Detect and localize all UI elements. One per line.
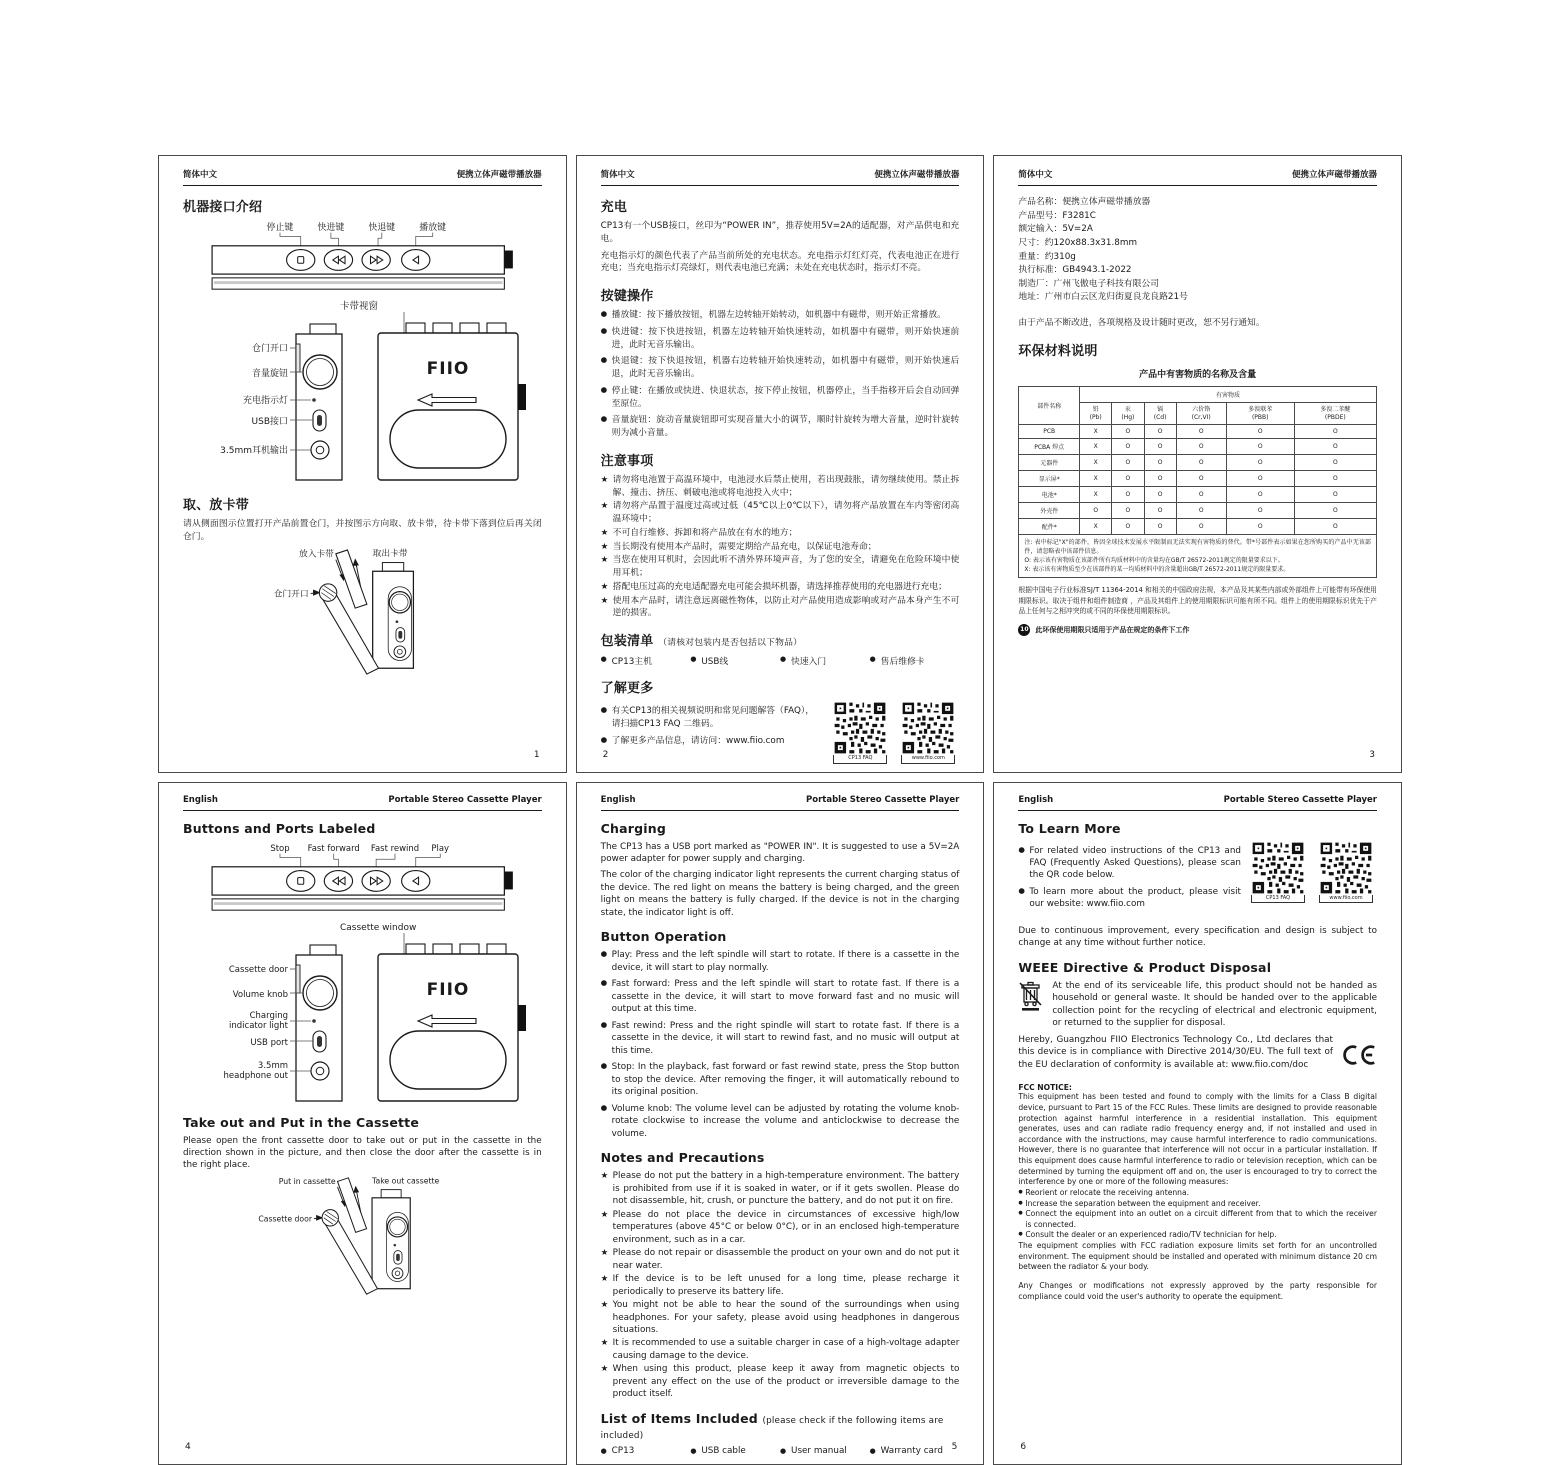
headphone-out-label: 3.5mm耳机输出 bbox=[220, 446, 289, 456]
headphone-out-label-2: headphone out bbox=[223, 1070, 289, 1081]
cassette-window bbox=[390, 1031, 506, 1089]
play-button bbox=[402, 250, 430, 271]
page-3 bbox=[993, 155, 1402, 773]
col-header: 六价铬 (Cr,VI) bbox=[1176, 402, 1226, 425]
rew-key-label: Fast rewind bbox=[371, 842, 420, 853]
charging-light-label: 充电指示灯 bbox=[243, 396, 289, 406]
table-note-3: X: 表示该有害物质至少在该部件的某一均质材料中的含量超出GB/T 26572-2011规定的限量要求。 bbox=[1024, 566, 1290, 574]
table-row: 元器件 X O O O O O bbox=[1019, 455, 1377, 471]
spec-line: 产品型号：F3281C bbox=[1018, 210, 1096, 221]
device-top-tab bbox=[382, 562, 403, 571]
page-number: 3 bbox=[1369, 749, 1375, 760]
device-top-body bbox=[212, 246, 504, 274]
button-item: ● 快进键：按下快进按钮，机器左边转轴开始快速转动，如机器中有磁带，则开始快速前进，此时无音乐输出。 bbox=[601, 326, 960, 352]
header-product: Portable Stereo Cassette Player bbox=[388, 794, 542, 805]
headphone-out-label-1: 3.5mm bbox=[258, 1060, 289, 1071]
cassette-window-label: Cassette window bbox=[340, 922, 417, 933]
epup-10-icon: 10 bbox=[1018, 624, 1030, 636]
learn-item-2: ● 了解更多产品信息，请访问：www.fiio.com bbox=[601, 735, 834, 748]
side-switch bbox=[505, 871, 513, 889]
spec-list bbox=[1018, 196, 1377, 305]
fcc-measure: ● Increase the separation between the equipment and receiver. bbox=[1018, 1199, 1377, 1210]
section-title-learn-more: 了解更多 bbox=[600, 681, 654, 696]
included-item: ● CP13 bbox=[601, 1446, 691, 1456]
included-item: ● USB cable bbox=[690, 1446, 780, 1456]
charging-paragraph-2: The color of the charging indicator light represents the current charging status of the device. The red light on means the battery is being charged, and the green light on means the battery is fully charged. If the device is not in the charging state, the indicator light is off. bbox=[600, 870, 960, 918]
door-slit bbox=[296, 965, 300, 993]
weee-bar bbox=[1022, 1008, 1039, 1011]
col-header: 多溴联苯 (PBB) bbox=[1226, 402, 1294, 425]
play-button bbox=[402, 870, 430, 891]
col-header: 多溴二苯醚 (PBDE) bbox=[1294, 402, 1376, 425]
headphone-jack-hole bbox=[317, 446, 325, 454]
front-side-switch bbox=[518, 1005, 526, 1031]
included-item: ● User manual bbox=[780, 1446, 870, 1456]
page-number: 5 bbox=[951, 1441, 958, 1452]
header-language: English bbox=[600, 794, 636, 805]
button-item: ● Stop: In the playback, fast forward or fast rewind state, press the Stop button to stop the device. After removing the finger, it will automatically rebound to its original position. bbox=[601, 1061, 960, 1098]
header-product: Portable Stereo Cassette Player bbox=[1223, 794, 1377, 805]
hazardous-substances-table bbox=[1018, 386, 1377, 536]
usb-port-label: USB port bbox=[250, 1037, 289, 1048]
table-note-2: O: 表示该有害物质在该部件所有均质材料中的含量均在GB/T 26572-2011规定的限量要求以下。 bbox=[1024, 557, 1284, 565]
stop-key-label: 停止键 bbox=[266, 222, 294, 233]
change-notice: 由于产品不断改进，各项规格及设计随时更改，恕不另行通知。 bbox=[1018, 318, 1265, 328]
fiio-logo: FIIO bbox=[426, 979, 470, 1000]
spec-line: 额定输入：5V=2A bbox=[1018, 224, 1093, 235]
table-row: PCBA 焊点 X O O O O O bbox=[1019, 439, 1377, 455]
charging-light-label-2: indicator light bbox=[229, 1020, 289, 1031]
volume-knob-inner bbox=[307, 979, 334, 1006]
packing-list-note: （请核对包装内是否包括以下物品） bbox=[658, 638, 803, 648]
jack-hole-small bbox=[397, 649, 402, 654]
charging-paragraph-1: The CP13 has a USB port marked as "POWER IN". It is suggested to use a 5V=2A power adapter for power supply and charging. bbox=[600, 841, 960, 864]
fiio-logo: FIIO bbox=[426, 359, 470, 379]
fcc-exposure-text: The equipment complies with FCC radiation exposure limits set forth for an uncontrolled environment. The equipment should be installed and operated with minimum distance 20 cm between the radiator & your body. bbox=[1018, 1241, 1377, 1272]
note-item: ★ 当您在使用耳机时，会因此听不清外界环境声音，为了您的安全，请避免在危险环境中使用耳机； bbox=[601, 554, 960, 580]
learn-more-text bbox=[1018, 841, 1251, 915]
button-item: ● 停止键：在播放或快进、快退状态，按下停止按钮，机器停止，当手指移开后会自动回弹至原位。 bbox=[601, 385, 960, 411]
table-row: 配件* X O O O O O bbox=[1019, 519, 1377, 535]
spec-line: 产品名称：便携立体声磁带播放器 bbox=[1018, 197, 1151, 207]
cassette-window bbox=[390, 410, 506, 468]
door-label: Cassette door bbox=[258, 1214, 312, 1224]
page-4 bbox=[158, 782, 567, 1465]
header-language: 简体中文 bbox=[600, 170, 635, 180]
qr-label: www.fiio.com bbox=[1319, 895, 1373, 904]
open-door bbox=[322, 590, 378, 673]
page-header bbox=[601, 795, 960, 811]
play-key-label: Play bbox=[431, 842, 450, 853]
edge-groove bbox=[214, 281, 503, 284]
qr-codes bbox=[1251, 841, 1373, 915]
button-item: ● Play: Press and the left spindle will start to rotate. If there is a cassette in the device, it will start to play normally. bbox=[601, 949, 960, 974]
note-item: ★ 不可自行维修、拆卸和将产品放在有水的地方； bbox=[601, 527, 960, 540]
header-product: 便携立体声磁带播放器 bbox=[1291, 170, 1377, 180]
qr-code-icon bbox=[1319, 841, 1373, 895]
qr-label: CP13 FAQ bbox=[833, 755, 887, 764]
button-item: ● Fast rewind: Press and the right spindle will start to rotate fast. If there is a cassette in the device, it will start to rewind fast, and no music will output at this time. bbox=[601, 1020, 960, 1057]
table-row: 电池* X O O O O O bbox=[1019, 487, 1377, 503]
charging-paragraph-1: CP13有一个USB接口，丝印为“POWER IN”，推荐使用5V=2A的适配器，对产品供电和充电。 bbox=[600, 221, 960, 244]
qr-codes bbox=[833, 701, 955, 764]
header-language: 简体中文 bbox=[183, 170, 218, 180]
page-number: 4 bbox=[185, 1441, 191, 1452]
fcc-measure: ● Consult the dealer or an experienced radio/TV technician for help. bbox=[1018, 1230, 1377, 1241]
charging-indicator-dot bbox=[313, 1019, 317, 1023]
included-items bbox=[601, 1446, 960, 1456]
note-item: ★ 请勿将电池置于高温环境中，电池浸水后禁止使用，若出现鼓胀，请勿继续使用。禁止拆解、撞击、挤压、刺破电池或将电池投入火中； bbox=[601, 474, 960, 500]
note-item: ★ You might not be able to hear the sound of the surroundings when using headphones. For your safety, please avoid using headphones in dangerous situations. bbox=[601, 1299, 960, 1336]
improvement-notice: Due to continuous improvement, every specification and design is subject to change at any time without further notice. bbox=[1018, 925, 1377, 949]
indicator-dot-small bbox=[395, 620, 398, 623]
note-item: ★ 搭配电压过高的充电适配器充电可能会损坏机器，请选择推荐使用的充电器进行充电； bbox=[601, 581, 960, 594]
section-title-notes: Notes and Precautions bbox=[600, 1150, 765, 1166]
note-item: ★ 使用本产品时，请注意远离磁性物体，以防止对产品使用造成影响或对产品本身产生不可逆的损害。 bbox=[601, 595, 960, 621]
page-1 bbox=[158, 155, 567, 773]
section-title-environment: 环保材料说明 bbox=[1018, 343, 1098, 359]
rew-key-label: 快退键 bbox=[368, 222, 396, 233]
table-row: PCB X O O O O O bbox=[1019, 425, 1377, 439]
button-item: ● 音量旋钮：旋动音量旋钮即可实现音量大小的调节，顺时针旋转为增大音量，逆时针旋转则为减小音量。 bbox=[601, 414, 960, 440]
packing-items bbox=[601, 654, 960, 667]
section-title-cassette: 取、放卡带 bbox=[183, 498, 250, 513]
section-title-notes: 注意事项 bbox=[600, 453, 654, 469]
epup-statement bbox=[1018, 624, 1377, 636]
knob-small-inner bbox=[390, 1219, 405, 1234]
take-out-label: 取出卡带 bbox=[372, 548, 408, 559]
note-item: ★ It is recommended to use a suitable charger in case of a high-voltage adapter causing damage to the device. bbox=[601, 1337, 960, 1362]
epup-text: 此环保使用期限只适用于产品在规定的条件下工作 bbox=[1035, 625, 1190, 634]
fcc-notice-body: This equipment has been tested and found to comply with the limits for a Class B digital device, pursuant to Part 15 of the FCC Rules. These limits are designed to provide reasonable protection against harmful interference in a residential installation. This equipment generates, uses and can radiate radio frequency energy and, if not installed and used in accordance with the instructions, may cause harmful interference to radio communications. However, there is no guarantee that interference will not occur in a particular installation. If this equipment does cause harmful interference to radio or television reception, which can be determined by turning the equipment off and on, the user is encouraged to try to correct the interference by one or more of the following measures: bbox=[1018, 1092, 1377, 1187]
open-door-diagram bbox=[255, 1176, 470, 1296]
open-door bbox=[325, 1216, 378, 1294]
note-item: ★ Please do not place the device in circumstances of excessive high/low temperatures (above 45°C or below 0°C), or in an enclosed high-temperature environment, such as in a car. bbox=[601, 1209, 960, 1246]
charging-paragraph-2: 充电指示灯的颜色代表了产品当前所处的充电状态。充电指示灯红灯亮，代表电池正在进行充电；当充电指示灯亮绿灯，则代表电池已充满；未处在充电状态时，指示灯不亮。 bbox=[600, 250, 960, 274]
note-item: ★ Please do not repair or disassemble the product on your own and do not put it near water. bbox=[601, 1247, 960, 1272]
qr-code-icon bbox=[901, 701, 955, 755]
group-header-hazard: 有害物质 bbox=[1080, 386, 1377, 402]
door-opening-label: 仓门开口 bbox=[252, 344, 289, 354]
indicator-dot-small bbox=[393, 1244, 396, 1247]
door-label: 仓门开口 bbox=[273, 588, 309, 599]
header-language: English bbox=[183, 794, 218, 805]
section-title-learn-more: To Learn More bbox=[1018, 820, 1121, 836]
button-item: ● Fast forward: Press and the left spindle will start to rotate fast. If there is a cassette in the device, it will start to move forward fast and no music will output at this time. bbox=[601, 978, 960, 1015]
page-number: 6 bbox=[1020, 1441, 1027, 1452]
col-header: 汞 (Hg) bbox=[1112, 402, 1144, 425]
header-language: 简体中文 bbox=[1018, 170, 1053, 180]
qr-website bbox=[901, 701, 955, 764]
knob-small-inner bbox=[391, 594, 407, 610]
jack-hole-small bbox=[395, 1271, 400, 1276]
table-note-1: 注: 表中标记"X"的部件，皆因全球技术发展水平限制而无法实现有害物质的替代。带*号部件表示如果在您所购买的产品中无该部件，请忽略表中该部件信息。 bbox=[1024, 539, 1371, 556]
packing-item: ● 售后维修卡 bbox=[870, 654, 960, 667]
manual-sheet bbox=[158, 155, 1402, 1456]
section-title-ports: 机器接口介绍 bbox=[183, 200, 263, 215]
volume-knob-inner bbox=[307, 359, 334, 386]
page-header bbox=[183, 168, 542, 186]
headphone-jack-hole bbox=[317, 1067, 325, 1075]
table-caption: 产品中有害物质的名称及含量 bbox=[1139, 369, 1257, 380]
qr-website bbox=[1319, 841, 1373, 904]
play-key-label: 播放键 bbox=[419, 222, 447, 233]
button-item: ● 播放键：按下播放按钮，机器左边转轴开始转动，如机器中有磁带，则开始正常播放。 bbox=[601, 309, 960, 322]
stop-button bbox=[287, 870, 315, 891]
learn-item-1: ● 有关CP13的相关视频说明和常见问题解答（FAQ）， 请扫描CP13 FAQ 二维码。 bbox=[601, 705, 834, 731]
stop-button bbox=[287, 250, 315, 271]
usb-pin-small bbox=[398, 630, 402, 638]
stop-key-label: Stop bbox=[270, 842, 290, 853]
learn-more-row bbox=[1018, 841, 1377, 915]
note-item: ★ Please do not put the battery in a high-temperature environment. The battery is prohibited from use if it is soaked in water, or if it gets swollen. Please do not disassemble, hit, crush, or puncture the battery, and do not put it on fire. bbox=[601, 1170, 960, 1207]
learn-item-1: ● For related video instructions of the CP13 and FAQ (Frequently Asked Questions), please scan the QR code below. bbox=[1018, 845, 1241, 882]
section-title-charging: 充电 bbox=[600, 200, 628, 215]
top-view-diagram bbox=[197, 220, 527, 298]
included-item: ● Warranty card bbox=[870, 1446, 960, 1456]
page-header bbox=[1018, 795, 1377, 811]
col-header: 镉 (Cd) bbox=[1144, 402, 1176, 425]
section-title-button-operation: Button Operation bbox=[600, 929, 727, 945]
weee-text: At the end of its serviceable life, this product should not be handed as household or general waste. It should be handed over to the applicable collection point for the recycling of electrical and electronic equipment, or returned to the supplier for disposal. bbox=[1052, 980, 1377, 1029]
side-switch bbox=[505, 251, 513, 269]
spec-line: 地址：广州市白云区龙归街夏良龙良路21号 bbox=[1018, 292, 1188, 303]
cassette-window-label: 卡带视窗 bbox=[340, 301, 379, 312]
charging-light-label-1: Charging bbox=[249, 1010, 289, 1021]
put-in-label: Put in cassette bbox=[278, 1177, 336, 1187]
qr-cp13-faq bbox=[1251, 841, 1305, 904]
page-header bbox=[183, 795, 542, 811]
weee-bin-icon bbox=[1018, 980, 1044, 1012]
side-top-tab bbox=[310, 945, 336, 956]
open-door-diagram bbox=[255, 548, 470, 676]
device-top-tab bbox=[381, 1190, 401, 1198]
side-front-diagram bbox=[192, 298, 532, 484]
col-header-part: 部件名称 bbox=[1019, 386, 1080, 425]
weee-row bbox=[1018, 980, 1377, 1034]
section-title-packing-list bbox=[601, 630, 960, 649]
spec-line: 制造厂：广州飞傲电子科技有限公司 bbox=[1018, 278, 1160, 289]
label-leader-lines bbox=[280, 233, 433, 246]
front-side-switch bbox=[518, 384, 526, 410]
header-language: English bbox=[1018, 794, 1054, 805]
put-in-label: 放入卡带 bbox=[298, 549, 334, 560]
label-leader-lines bbox=[280, 853, 440, 866]
device-top-body bbox=[212, 866, 504, 894]
learn-item-2: ● To learn more about the product, please visit our website: www.fiio.com bbox=[1018, 886, 1241, 911]
qr-code-icon bbox=[1251, 841, 1305, 895]
volume-knob-label: Volume knob bbox=[233, 989, 289, 1000]
note-item: ★ 请勿将产品置于温度过高或过低（45℃以上0℃以下），请勿将产品放置在车内等密闭高温环境中； bbox=[601, 500, 960, 526]
sjt-standard-paragraph: 根据中国电子行业标准SJ/T 11364-2014 和相关的中国政府法规，本产品及其某些内部或外部组件上可能带有环保使用期限标识。取决于组件和组件制造商 ，产品及其组件上的使用期限标识可能有所不同。组件上的使用期限标识优先于产品上任何与之相冲突的或不同的环保使用期限标识。 bbox=[1018, 586, 1377, 616]
table-row: 外壳件 O O O O O O bbox=[1019, 503, 1377, 519]
page-number: 2 bbox=[602, 749, 609, 760]
charging-indicator-dot bbox=[313, 398, 317, 402]
section-title-items-included bbox=[601, 1411, 960, 1441]
modifications-warning: Any Changes or modifications not expressly approved by the party responsible for compliance could void the user's authority to operate the equipment. bbox=[1018, 1280, 1377, 1301]
cassette-tape bbox=[337, 1178, 366, 1233]
cassette-instructions: Please open the front cassette door to take out or put in the cassette in the direction shown in the picture, and then close the door after the cassette is in the right place. bbox=[183, 1135, 542, 1171]
section-title-cassette: Take out and Put in the Cassette bbox=[183, 1114, 420, 1130]
qr-label: www.fiio.com bbox=[901, 755, 955, 764]
spec-line: 执行标准：GB4943.1-2022 bbox=[1018, 265, 1132, 276]
header-product: 便携立体声磁带播放器 bbox=[456, 170, 542, 180]
ff-key-label: 快进键 bbox=[317, 222, 345, 233]
usb-port-label: USB接口 bbox=[251, 417, 289, 427]
packing-item: ● 快速入门 bbox=[780, 654, 870, 667]
qr-cp13-faq bbox=[833, 701, 887, 764]
usb-pin bbox=[317, 415, 322, 426]
fcc-notice-title: FCC NOTICE: bbox=[1018, 1083, 1072, 1093]
spec-line: 尺寸：约120x88.3x31.8mm bbox=[1018, 237, 1138, 248]
table-row: 显示屏* X O O O O O bbox=[1019, 471, 1377, 487]
cassette-door-label: Cassette door bbox=[229, 964, 289, 975]
usb-pin bbox=[317, 1036, 322, 1047]
section-title-weee: WEEE Directive & Product Disposal bbox=[1018, 959, 1272, 975]
ff-key-label: Fast forward bbox=[307, 842, 361, 853]
qr-code-icon bbox=[833, 701, 887, 755]
section-title-ports: Buttons and Ports Labeled bbox=[183, 820, 376, 836]
page-2 bbox=[576, 155, 985, 773]
page-header bbox=[1018, 168, 1377, 186]
page-6 bbox=[993, 782, 1402, 1465]
table-notes bbox=[1018, 535, 1377, 578]
cassette-tape bbox=[336, 549, 367, 607]
volume-knob-label: 音量旋钮 bbox=[252, 369, 289, 379]
packing-list-title: 包装清单 bbox=[600, 634, 654, 649]
packing-item: ● CP13主机 bbox=[601, 654, 691, 667]
section-title-charging: Charging bbox=[600, 820, 667, 836]
fcc-measure: ● Connect the equipment into an outlet on a circuit different from that to which the receiver is connected. bbox=[1018, 1209, 1377, 1230]
button-item: ● 快退键：按下快退按钮，机器右边转轴开始快速转动，如机器中有磁带，则开始快速后退，此时无音乐输出。 bbox=[601, 355, 960, 381]
declaration-row bbox=[1018, 1034, 1377, 1075]
note-item: ★ When using this product, please keep it away from magnetic objects to prevent any effect on the use of the product or irreversible damage to the product itself. bbox=[601, 1363, 960, 1400]
page-number: 1 bbox=[533, 749, 540, 760]
items-included-title: List of Items Included bbox=[600, 1410, 758, 1426]
fcc-measure: ● Reorient or relocate the receiving antenna. bbox=[1018, 1188, 1377, 1199]
qr-label: CP13 FAQ bbox=[1251, 895, 1305, 904]
learn-more-text bbox=[601, 701, 834, 764]
note-item: ★ If the device is to be left unused for a long time, please recharge it periodically to preserve its battery life. bbox=[601, 1273, 960, 1298]
side-front-diagram bbox=[192, 919, 532, 1105]
cassette-instructions: 请从侧面图示位置打开产品前置仓门，并按图示方向取、放卡带，待卡带下落到位后再关闭仓门。 bbox=[183, 519, 542, 542]
top-view-diagram bbox=[197, 841, 527, 919]
header-product: Portable Stereo Cassette Player bbox=[806, 794, 960, 805]
packing-item: ● USB线 bbox=[690, 654, 780, 667]
ce-mark-icon bbox=[1341, 1044, 1377, 1066]
spec-line: 重量：约310g bbox=[1018, 251, 1076, 262]
usb-pin-small bbox=[396, 1254, 400, 1261]
declaration-text: Hereby, Guangzhou FIIO Electronics Technology Co., Ltd declares that this device is in compliance with Directive 2014/30/EU. The full text of the EU declaration of conformity is available at: www.fiio.com/doc bbox=[1018, 1034, 1333, 1070]
take-out-label: Take out cassette bbox=[371, 1176, 440, 1186]
button-item: ● Volume knob: The volume level can be adjusted by rotating the volume knob- rotate clockwise to increase the volume and anticlockwise to decrease the volume. bbox=[601, 1103, 960, 1140]
section-title-button-operation: 按键操作 bbox=[600, 289, 654, 304]
door-slit bbox=[296, 344, 300, 372]
note-item: ★ 当长期没有使用本产品时，需要定期给产品充电，以保证电池寿命； bbox=[601, 541, 960, 554]
items-included-note: (please check if the following items are included) bbox=[600, 1415, 944, 1441]
page-header bbox=[601, 168, 960, 186]
learn-more-row bbox=[601, 701, 960, 764]
edge-groove bbox=[214, 902, 503, 905]
col-header: 铅 (Pb) bbox=[1080, 402, 1112, 425]
page-5 bbox=[576, 782, 985, 1465]
header-product: 便携立体声磁带播放器 bbox=[874, 170, 960, 180]
